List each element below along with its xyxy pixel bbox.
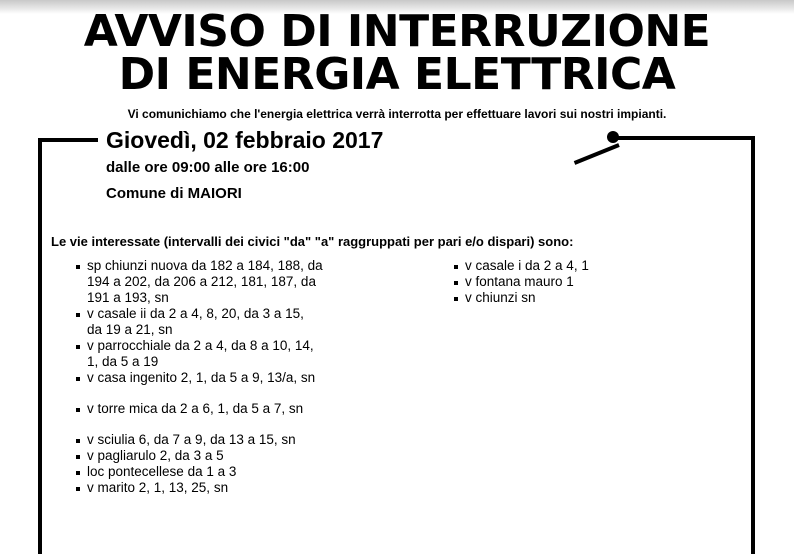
switch-lever-icon <box>574 143 620 165</box>
outage-date: Giovedì, 02 febbraio 2017 <box>106 127 384 153</box>
street-line: v torre mica da 2 a 6, 1, da 5 a 7, sn <box>87 401 304 416</box>
frame-border-left <box>38 138 42 554</box>
street-item <box>454 258 734 274</box>
municipality-name: Comune di MAIORI <box>106 185 242 202</box>
switch-pivot-icon <box>607 131 619 143</box>
street-item <box>76 464 376 480</box>
street-item <box>76 432 376 448</box>
street-line: v casale i da 2 a 4, 1 <box>465 258 589 273</box>
street-line: v casa ingenito 2, 1, da 5 a 9, 13/a, sn <box>87 370 316 385</box>
street-line: v chiunzi sn <box>465 290 536 305</box>
street-line: sp chiunzi nuova da 182 a 184, 188, da <box>87 258 323 273</box>
street-item <box>76 370 376 386</box>
street-item <box>454 274 734 290</box>
street-line: 1, da 5 a 19 <box>87 354 159 369</box>
street-line: v casale ii da 2 a 4, 8, 20, da 3 a 15, <box>87 306 304 321</box>
streets-list-left <box>76 258 376 496</box>
street-line: v fontana mauro 1 <box>465 274 574 289</box>
street-item <box>76 258 376 306</box>
street-line: 194 a 202, da 206 a 212, 181, 187, da <box>87 274 316 289</box>
frame-border-top-left <box>38 138 98 142</box>
street-item <box>76 480 376 496</box>
street-item <box>76 338 376 370</box>
notice-title-line-2: DI ENERGIA ELETTRICA <box>118 49 676 100</box>
street-line: da 19 a 21, sn <box>87 322 173 337</box>
street-item <box>76 401 376 417</box>
street-line: v marito 2, 1, 13, 25, sn <box>87 480 229 495</box>
notice-title-line-1: AVVISO DI INTERRUZIONE <box>83 6 711 57</box>
street-line: loc pontecellese da 1 a 3 <box>87 464 237 479</box>
street-item <box>76 306 376 338</box>
streets-list-right <box>454 258 734 306</box>
street-item <box>76 448 376 464</box>
street-line: v parrocchiale da 2 a 4, da 8 a 10, 14, <box>87 338 314 353</box>
notice-subtitle: Vi comunichiamo che l'energia elettrica verrà interrotta per effettuare lavori sui nostri impianti. <box>127 107 667 121</box>
outage-hours: dalle ore 09:00 alle ore 16:00 <box>106 159 310 176</box>
street-line: v sciulia 6, da 7 a 9, da 13 a 15, sn <box>87 432 296 447</box>
street-line: 191 a 193, sn <box>87 290 169 305</box>
frame-border-right <box>751 136 755 554</box>
street-item <box>454 290 734 306</box>
streets-intro: Le vie interessate (intervalli dei civici "da" "a" raggruppati per pari e/o dispari) sono: <box>51 234 574 249</box>
frame-border-top-right <box>612 136 755 140</box>
street-line: v pagliarulo 2, da 3 a 5 <box>87 448 224 463</box>
